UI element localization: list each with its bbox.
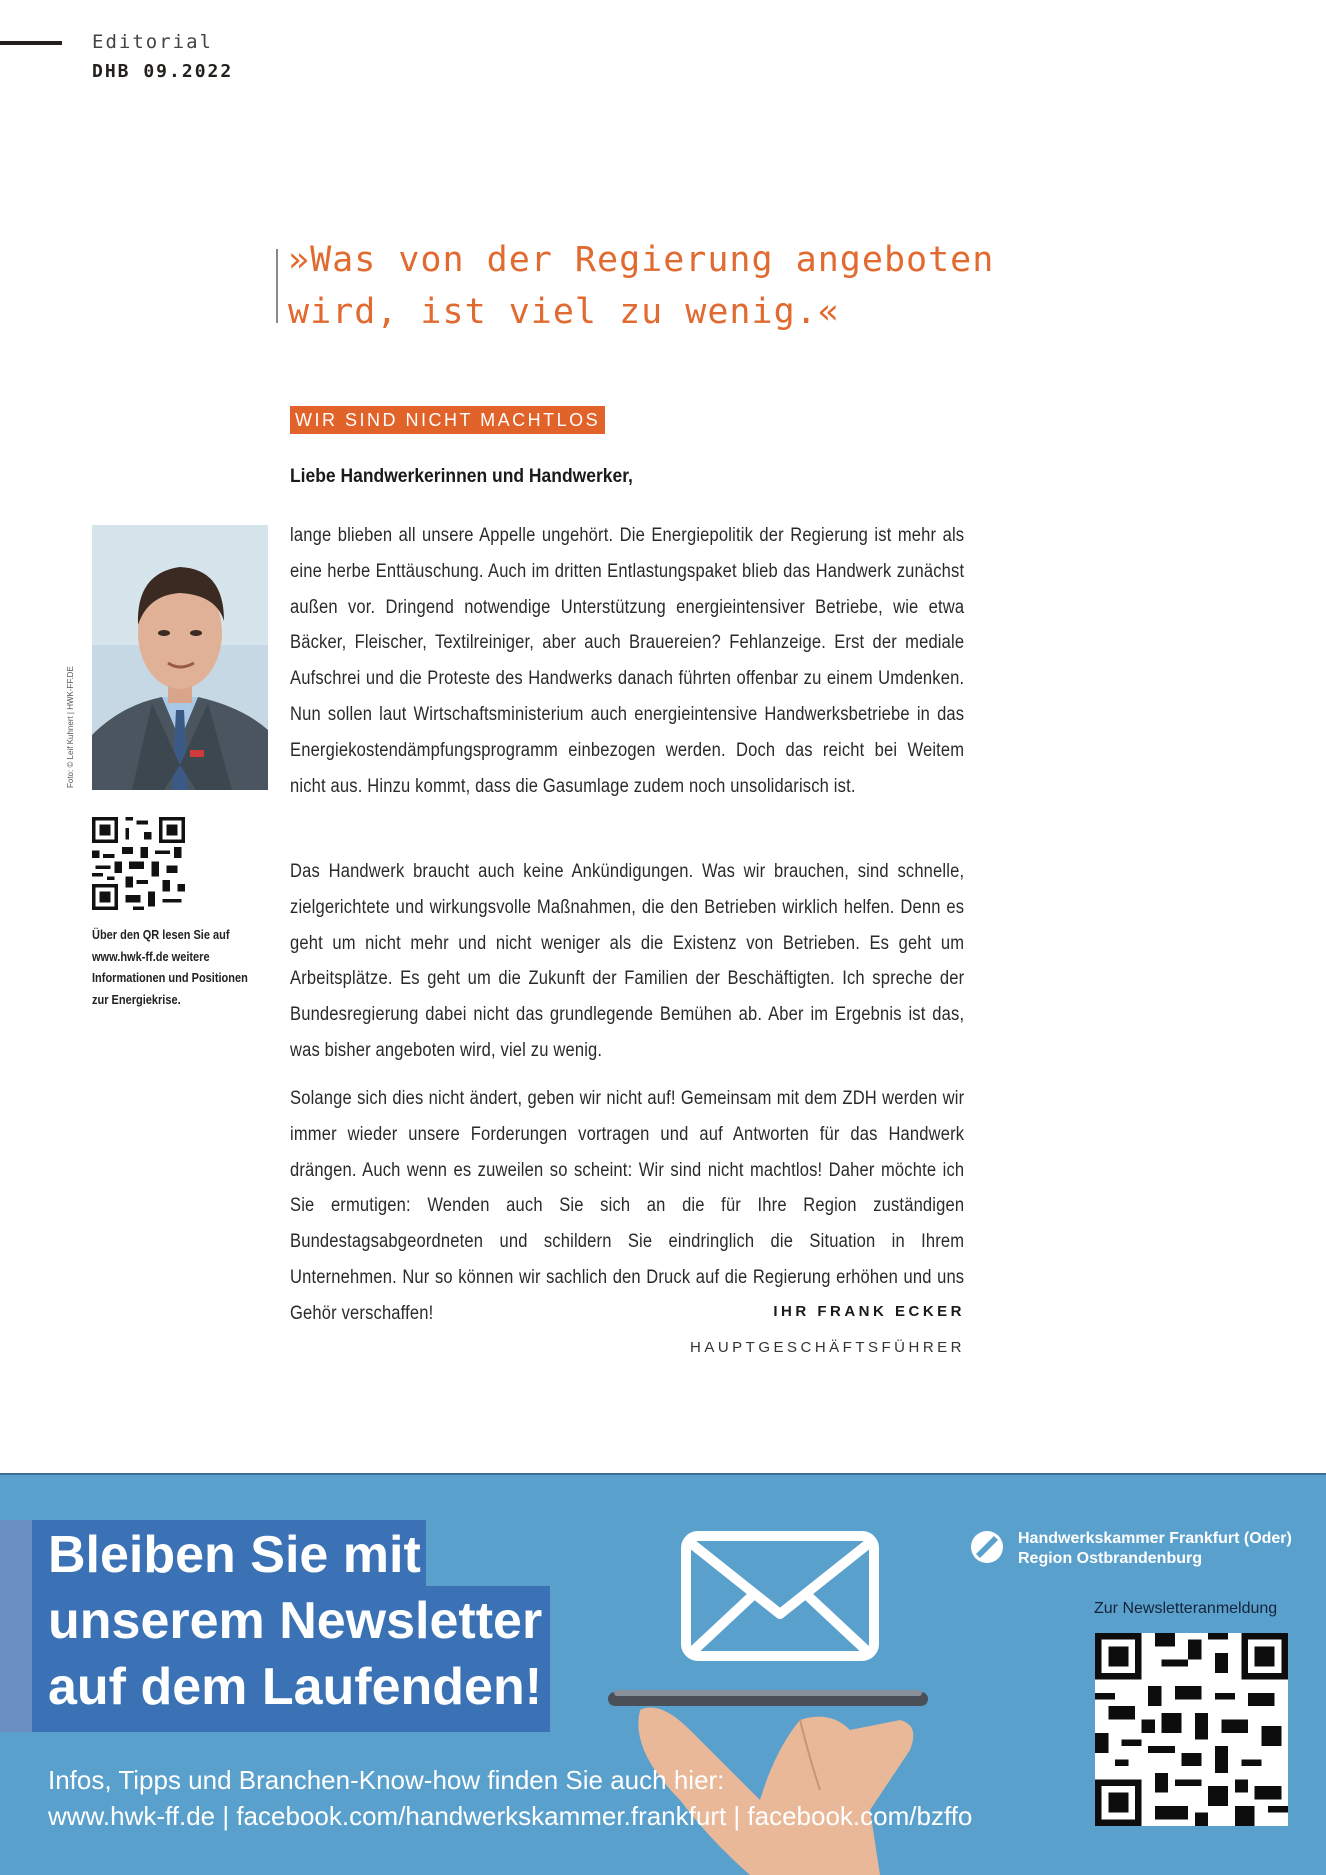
newsletter-qr-code-icon[interactable] [1095,1633,1288,1826]
banner-top-line [0,1473,1326,1475]
hwk-logo-icon [970,1530,1004,1564]
newsletter-label: Zur Newsletteranmeldung [1094,1600,1278,1617]
body-paragraph-2: Das Handwerk braucht auch keine Ankündigungen. Was wir brauchen, sind schnelle, zielgerichtete und wirkungsvolle Maßnahmen, die den Betrieben wirklich helfen. Denn es geht um nicht mehr und nicht weniger als die Existenz von Betrieben. Es geht um Arbeitsplätze. Es geht um die Zukunft der Familien der Beschäftigten. Ich spreche der Bundesregierung dabei nicht das grundlegende Bemühen ab. Aber im Ergebnis ist das, was bisher angeboten wird, viel zu wenig. [290,861,965,1061]
banner-headline-line-2: unserem Newsletter [48,1592,543,1650]
banner-headline-line-3: auf dem Laufenden! [48,1658,543,1716]
author-photo [92,525,268,790]
qr-code-icon[interactable] [92,817,185,910]
section-label: Editorial [92,31,213,53]
pull-quote [288,234,1028,338]
signature-title: HAUPTGESCHÄFTSFÜHRER [689,1339,965,1356]
pull-quote-line-2: wird, ist viel zu wenig.« [288,292,840,332]
qr-caption-line: Informationen und Positionen [92,971,248,985]
header-rule [0,41,62,45]
quote-bar [276,249,278,323]
org-name-line-2: Region Ostbrandenburg [1018,1550,1202,1567]
qr-caption [92,925,268,1011]
qr-caption-line: www.hwk-ff.de weitere [92,949,210,964]
salutation: Liebe Handwerkerinnen und Handwerker, [290,466,633,487]
qr-caption-line: zur Energiekrise. [92,992,181,1007]
envelope-icon [680,1530,880,1662]
signature-name: IHR FRANK ECKER [773,1303,965,1320]
pull-quote-line-1: »Was von der Regierung angeboten [288,240,995,280]
banner-info-text: Infos, Tipps und Branchen-Know-how finden Sie auch hier: [48,1765,725,1795]
banner-side-stripe [0,1520,32,1732]
banner-links[interactable]: www.hwk-ff.de | facebook.com/handwerkskammer.frankfurt | facebook.com/bzffo [48,1801,973,1831]
qr-caption-line: Über den QR lesen Sie auf [92,928,230,942]
body-paragraph-1: lange blieben all unsere Appelle ungehört. Die Energiepolitik der Regierung ist mehr als eine herbe Enttäuschung. Auch im dritten Entlastungspaket blieb das Handwerk zunächst außen vor. Dringend notwendige Unterstützung energieintensiver Betriebe, wie etwa Bäcker, Fleischer, Textilreiniger, aber auch Brauereien? Fehlanzeige. Erst der mediale Aufschrei und die Proteste des Handwerks danach führten offenbar zu einem Umdenken. Nun sollen laut Wirtschaftsministerium auch energieintensive Handwerksbetriebe in das Energiekostendämpfungsprogramm einbezogen werden. Doch das reicht bei Weitem nicht aus. Hinzu kommt, dass die Gasumlage zudem noch unsolidarisch ist. [290,525,965,797]
body-paragraph-3: Solange sich dies nicht ändert, geben wir nicht auf! Gemeinsam mit dem ZDH werden wir immer wieder unsere Forderungen vortragen und auf Antworten für das Handwerk drängen. Auch wenn es zuweilen so scheint: Wir sind nicht machtlos! Daher möchte ich Sie ermutigen: Wenden auch Sie sich an die für Ihre Region zuständigen Bundestagsabgeordneten und schildern Sie eindringlich die Situation in Ihrem Unternehmen. Nur so können wir sachlich den Druck auf die Regierung erhöhen und uns Gehör verschaffen! [290,1088,965,1324]
org-name-line-1: Handwerkskammer Frankfurt (Oder) [1018,1530,1292,1547]
issue-label: DHB 09.2022 [92,61,234,82]
banner-headline-line-1: Bleiben Sie mit [48,1526,421,1584]
photo-credit: Foto: © Leif Kuhnert | HWK-FF.DE [66,666,75,788]
kicker-label: WIR SIND NICHT MACHTLOS [290,406,605,434]
smartphone-illustration [608,1688,928,1712]
portrait-illustration [92,525,268,790]
